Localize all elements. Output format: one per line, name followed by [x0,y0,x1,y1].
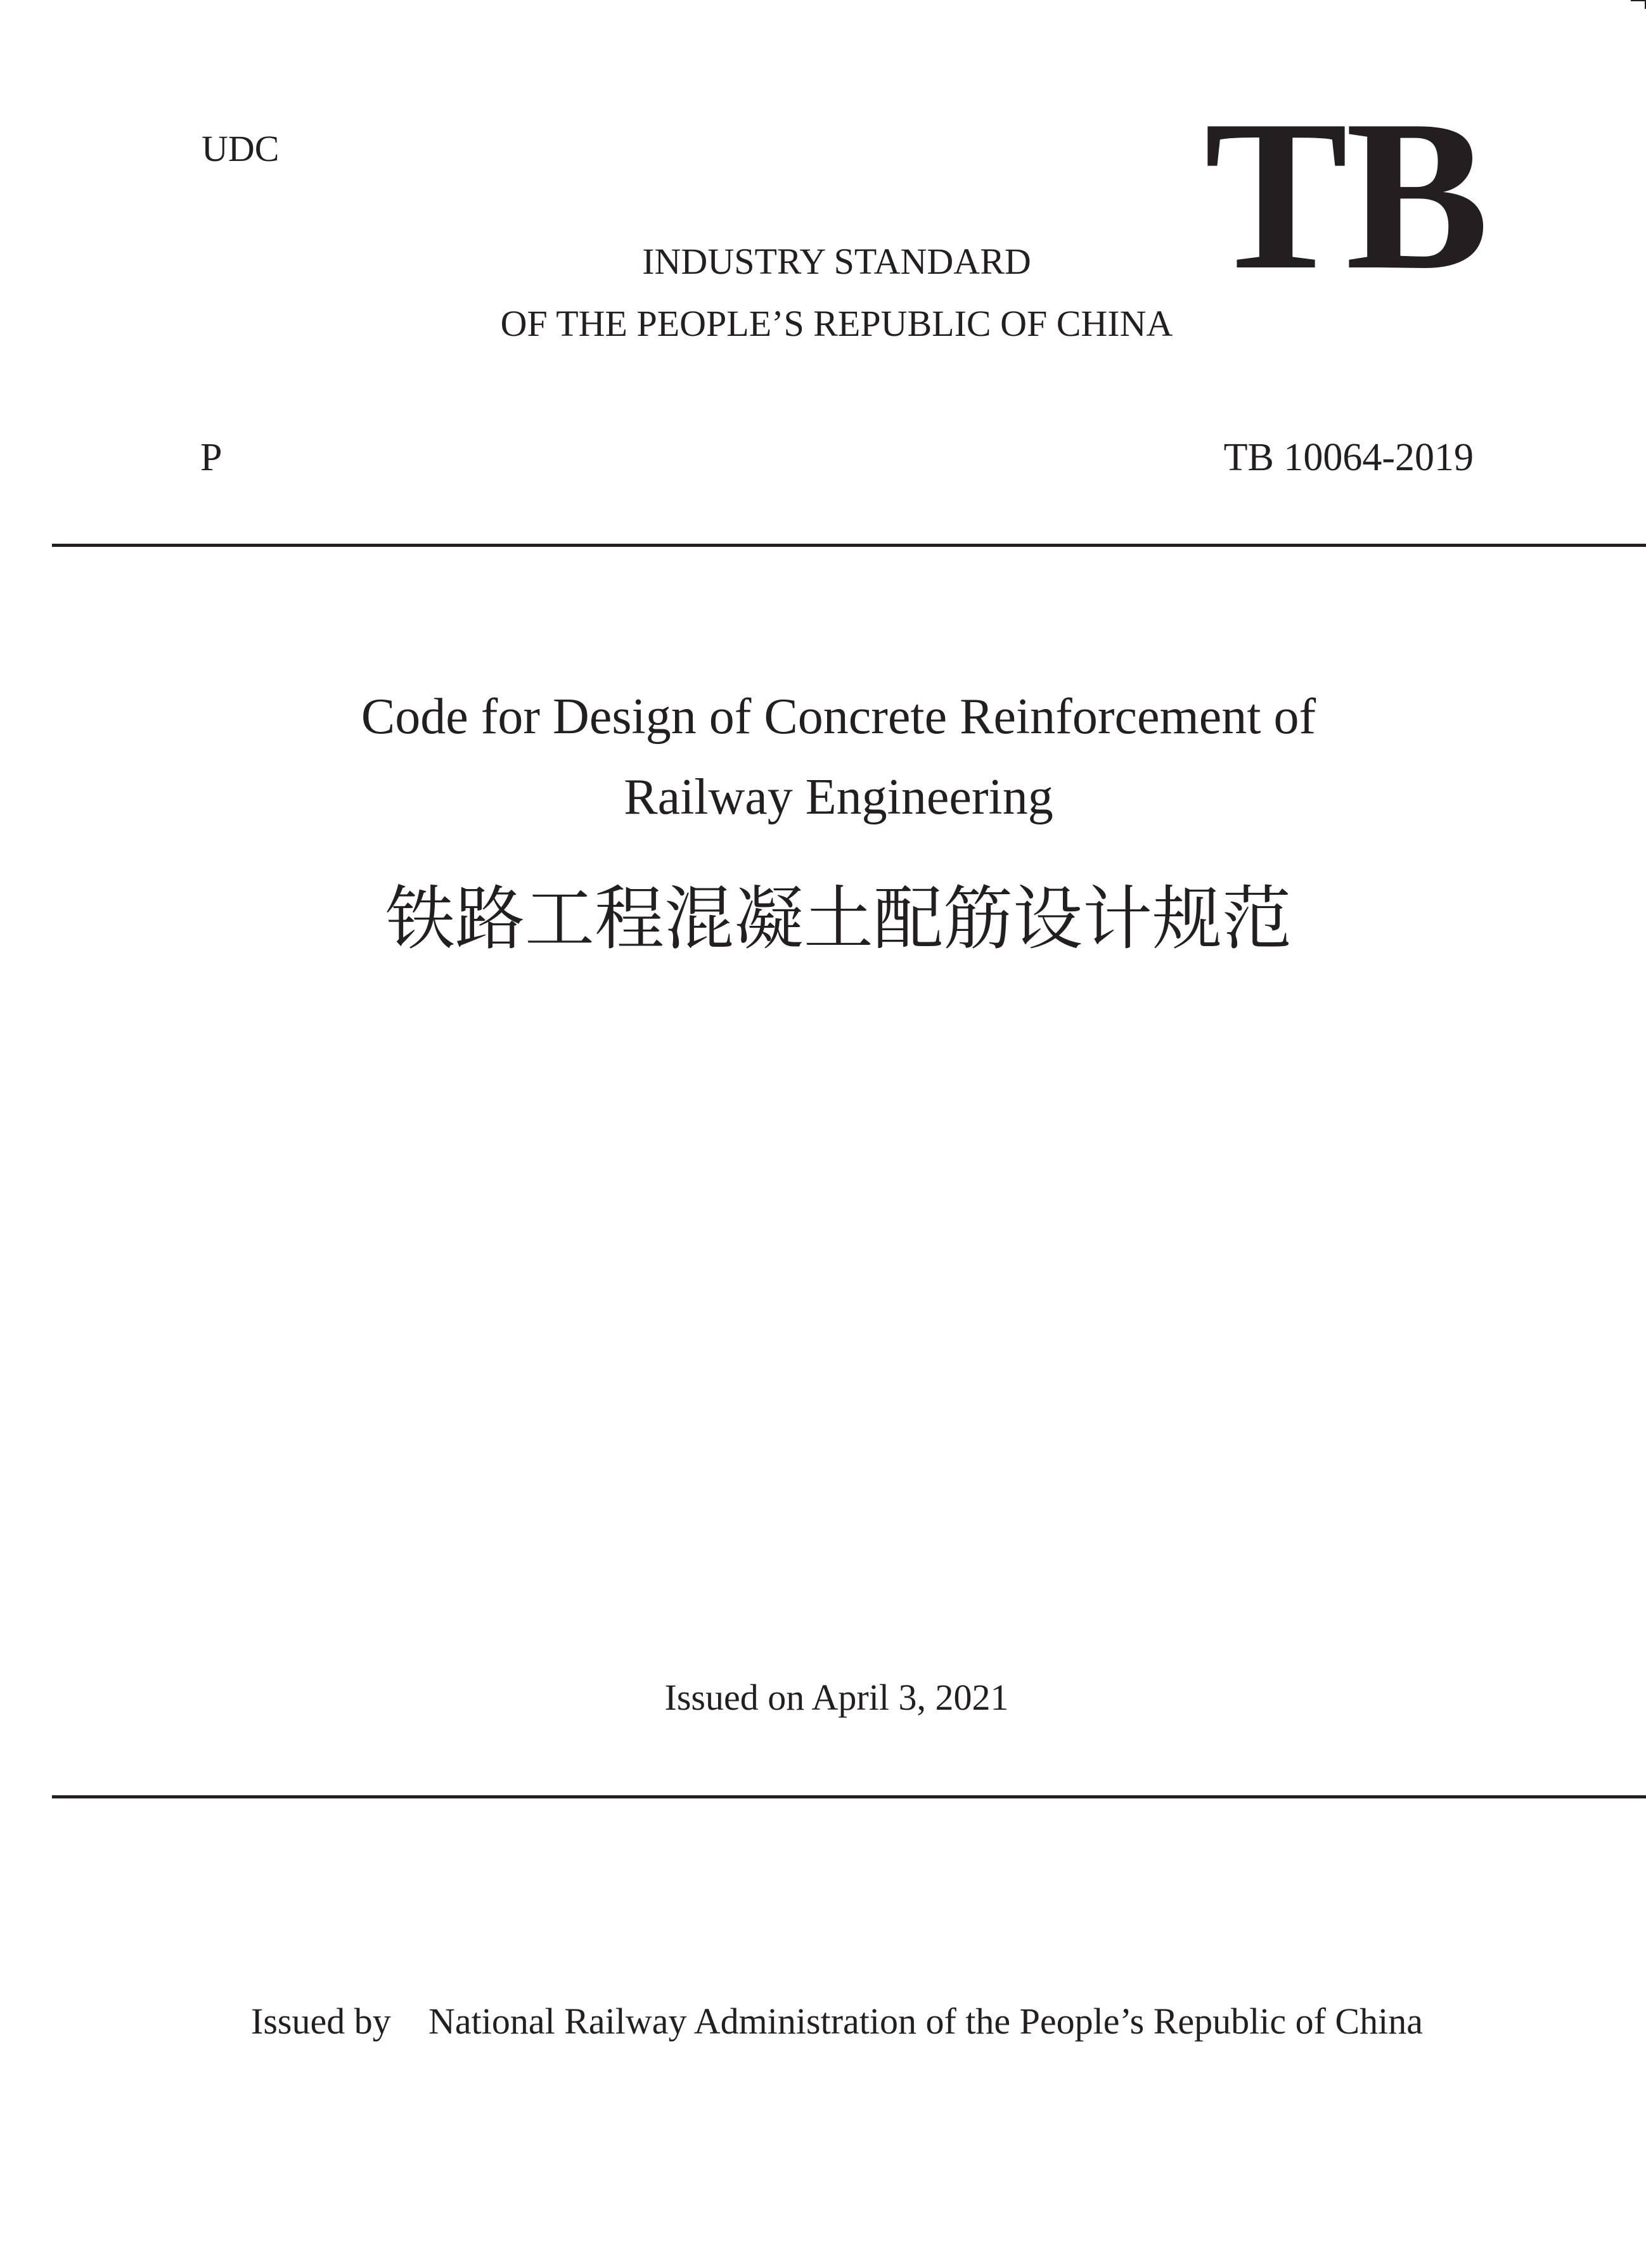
title-chinese: 铁路工程混凝土配筋设计规范 [385,878,1292,959]
bottom-divider [52,1795,1646,1798]
title-english-line1: Code for Design of Concrete Reinforcement of [361,689,1316,745]
tb-logo: TB [1204,75,1487,314]
industry-standard-line2: OF THE PEOPLE’S REPUBLIC OF CHINA [500,303,1173,344]
top-divider [52,544,1646,547]
standard-number: TB 10064-2019 [1223,436,1474,479]
classification-code: P [200,436,222,479]
issued-by-label: Issued by [251,2001,391,2042]
issuing-authority: National Railway Administration of the People’s Republic of China [428,2001,1423,2042]
udc-label: UDC [202,128,280,169]
title-english-line2: Railway Engineering [624,769,1053,825]
issue-date: Issued on April 3, 2021 [664,1677,1009,1718]
industry-standard-line1: INDUSTRY STANDARD [642,241,1031,282]
page-corner-mark [1631,0,1646,9]
